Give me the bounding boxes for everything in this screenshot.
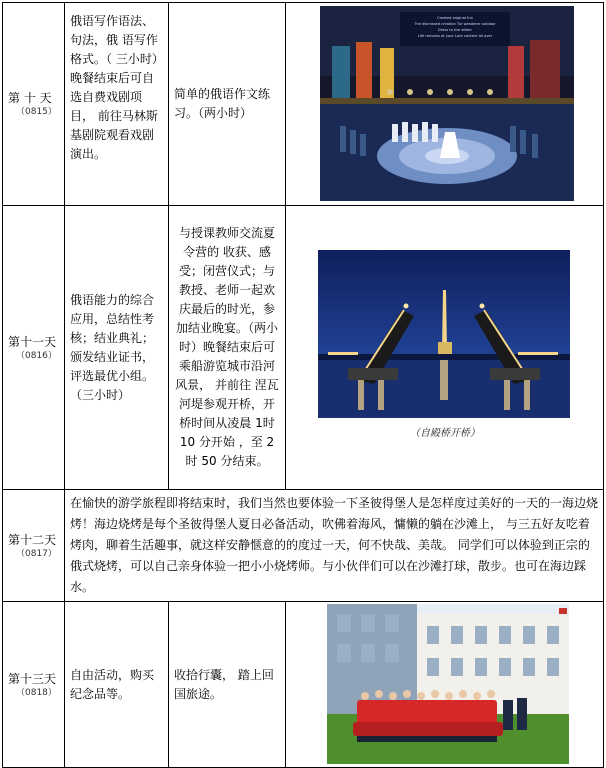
day-cell (3, 602, 65, 768)
day-date: （0816） (16, 350, 57, 361)
itinerary-row-day-12 (3, 490, 604, 602)
day-cell (3, 206, 65, 490)
day-date: （0818） (16, 687, 57, 698)
morning-activity: 俄语能力的综合应用，总结性考核；结业典礼；颁发结业证书，评选最优小组。（三小时） (65, 206, 169, 490)
itinerary-row-day-10 (3, 3, 604, 206)
day-description: 在愉快的游学旅程即将结束时，我们当然也要体验一下圣彼得堡人是怎样度过美好的一天的一海边烧烤！海边烧烤是每个圣彼得堡人夏日必备活动，吹佛着海风，慵懒的躺在沙滩上， 与三五好友吃着 烤肉，聊着生活趣事，就这样安静惬意的的度过一天，何不快哉、美哉。 同学们可以体验到正宗的俄式烧烤，可以自己亲身体验一把小小烧烤师。与小伙伴们可以在沙滩打球，散步。也可在海边踩水。 (65, 490, 604, 602)
photo-cell (286, 602, 604, 768)
itinerary-row-day-13 (3, 602, 604, 768)
day-date: （0815） (16, 107, 57, 117)
day-label: 第 十 天 (8, 91, 52, 105)
day-cell (3, 3, 65, 206)
day-label: 第十一天 (8, 334, 57, 349)
day-label: 第十二天 (8, 532, 57, 547)
theater-stage-photo (320, 6, 574, 201)
afternoon-activity: 与授课教师交流夏令营的 收获、感受；闭营仪式；与教授、老师一起欢庆最后的时光，参加结业晚宴。（两小时）晚餐结束后可乘船游览城市沿河风景， 并前往 涅瓦河堤参观开桥，开桥时间从凌晨 1时 10 分开始 ，至 2 时 50 分结束。 (169, 206, 286, 490)
stage-projection-text: Dress to the wilder (438, 28, 472, 32)
photo-cell (286, 3, 604, 206)
itinerary-row-day-11 (3, 206, 604, 490)
bridge-night-photo (318, 250, 570, 418)
day-date: （0817） (16, 548, 57, 559)
stage-projection-text: Life remains at your Lore content all over (417, 34, 493, 38)
itinerary-table (2, 2, 604, 768)
day-label: 第十三天 (8, 671, 57, 686)
morning-activity: 自由活动，购买纪念品等。 (65, 602, 169, 768)
photo-caption: （自殿桥开桥） (410, 428, 480, 439)
day-cell (3, 490, 65, 602)
afternoon-activity: 简单的俄语作文练习。（两小时） (169, 3, 286, 206)
photo-cell (286, 206, 604, 490)
morning-activity: 俄语写作语法、句法，俄 语写作格式。（ 三小时）晚餐结束后可自选自费戏剧项目， 前往马林斯基剧院观看戏剧演出。 (65, 3, 169, 206)
group-photo (327, 604, 569, 764)
stage-projection-text: Created original fun (437, 16, 473, 20)
stage-projection-text: The dismissed creation Tur wanderer outdoor (414, 22, 496, 26)
afternoon-activity: 收拾行囊， 踏上回国旅途。 (169, 602, 286, 768)
